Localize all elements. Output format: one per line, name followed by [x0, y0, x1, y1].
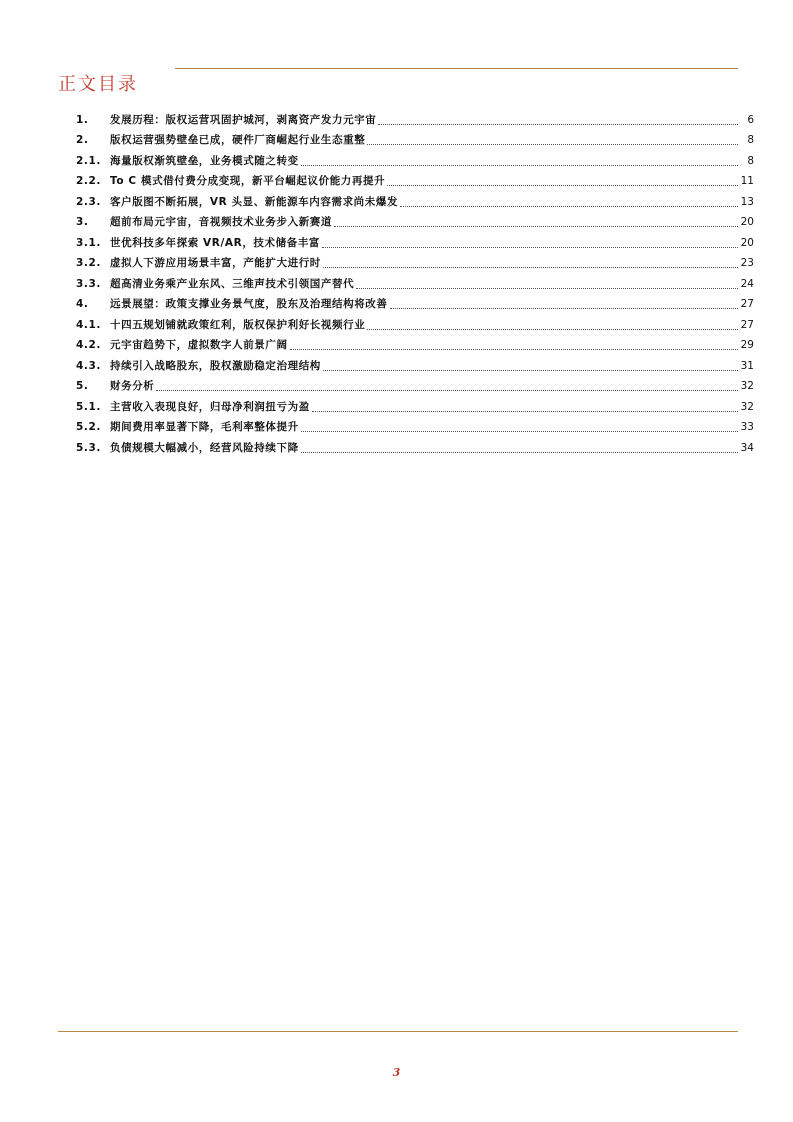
- toc-entry-text: 十四五规划铺就政策红利，版权保护利好长视频行业: [110, 318, 366, 331]
- toc-title: 正文目录: [58, 74, 138, 95]
- toc-entry-number: 4.2.: [76, 339, 101, 351]
- toc-entry-4-2[interactable]: [58, 332, 754, 353]
- leader-dots: [400, 206, 738, 207]
- toc-entry-page: 11: [740, 175, 754, 187]
- page-number: 3: [392, 1066, 401, 1079]
- toc-entry-page: 20: [740, 216, 754, 228]
- table-of-contents: [58, 106, 754, 455]
- toc-entry-text: 持续引入战略股东，股权激励稳定治理结构: [110, 359, 321, 372]
- toc-entry-5-3[interactable]: [58, 434, 754, 455]
- toc-entry-text: 发展历程：版权运营巩固护城河，剥离资产发力元宇宙: [110, 113, 377, 126]
- toc-entry-number: 3.: [76, 216, 89, 228]
- toc-entry-number: 2.: [76, 134, 89, 146]
- toc-entry-number: 2.2.: [76, 175, 101, 187]
- toc-entry-2-3[interactable]: [58, 188, 754, 209]
- toc-entry-text: 超前布局元宇宙，音视频技术业务步入新赛道: [110, 216, 332, 228]
- toc-entry-number: 4.1.: [76, 318, 101, 331]
- toc-entry-text: 远景展望：政策支撑业务景气度，股东及治理结构将改善: [110, 298, 388, 310]
- toc-entry-page: 8: [747, 154, 754, 167]
- leader-dots: [367, 144, 738, 145]
- toc-entry-text: 元宇宙趋势下，虚拟数字人前景广阔: [110, 339, 288, 351]
- toc-entry-4-3[interactable]: [58, 352, 754, 373]
- toc-entry-page: 32: [740, 400, 754, 413]
- toc-entry-4-1[interactable]: [58, 311, 754, 332]
- toc-entry-3-2[interactable]: [58, 250, 754, 271]
- toc-entry-text: 海量版权渐筑壁垒，业务模式随之转变: [110, 154, 299, 167]
- toc-entry-number: 3.2.: [76, 257, 101, 269]
- leader-dots: [323, 267, 738, 268]
- toc-entry-text: 客户版图不断拓展，VR 头显、新能源车内容需求尚未爆发: [110, 195, 399, 208]
- leader-dots: [322, 247, 738, 248]
- toc-entry-text: 期间费用率显著下降，毛利率整体提升: [110, 421, 299, 433]
- toc-entry-number: 2.1.: [76, 154, 101, 167]
- toc-entry-number: 4.3.: [76, 359, 101, 372]
- toc-entry-text: 虚拟人下游应用场景丰富，产能扩大进行时: [110, 257, 321, 269]
- toc-entry-number: 5.2.: [76, 421, 101, 433]
- toc-entry-number: 2.3.: [76, 195, 101, 208]
- toc-entry-text: 负债规模大幅减小，经营风险持续下降: [110, 441, 299, 454]
- toc-entry-page: 6: [747, 113, 754, 126]
- toc-entry-page: 34: [740, 441, 754, 454]
- leader-dots: [378, 124, 738, 125]
- leader-dots: [156, 390, 738, 391]
- toc-entry-number: 4.: [76, 298, 89, 310]
- leader-dots: [323, 370, 738, 371]
- leader-dots: [301, 165, 738, 166]
- toc-entry-4[interactable]: [58, 291, 754, 312]
- toc-entry-number: 3.1.: [76, 236, 101, 249]
- toc-entry-text: To C 模式借付费分成变现，新平台崛起议价能力再提升: [110, 175, 386, 187]
- toc-entry-page: 29: [740, 339, 754, 351]
- toc-entry-number: 3.3.: [76, 277, 101, 290]
- toc-entry-page: 27: [740, 298, 754, 310]
- toc-entry-text: 版权运营强势壁垒已成，硬件厂商崛起行业生态重整: [110, 134, 366, 146]
- toc-entry-3-3[interactable]: [58, 270, 754, 291]
- leader-dots: [334, 226, 738, 227]
- toc-entry-page: 32: [740, 380, 754, 392]
- toc-entry-5-1[interactable]: [58, 393, 754, 414]
- toc-entry-5-2[interactable]: [58, 414, 754, 435]
- toc-entry-page: 23: [740, 257, 754, 269]
- leader-dots: [387, 185, 738, 186]
- toc-entry-number: 5.: [76, 380, 89, 392]
- leader-dots: [367, 329, 738, 330]
- toc-entry-text: 财务分析: [110, 380, 155, 392]
- leader-dots: [301, 452, 738, 453]
- toc-entry-page: 33: [740, 421, 754, 433]
- toc-entry-number: 5.3.: [76, 441, 101, 454]
- toc-entry-text: 世优科技多年探索 VR/AR，技术储备丰富: [110, 236, 321, 249]
- toc-entry-2-2[interactable]: [58, 168, 754, 189]
- leader-dots: [312, 411, 738, 412]
- toc-entry-page: 31: [740, 359, 754, 372]
- leader-dots: [301, 431, 738, 432]
- toc-entry-page: 24: [740, 277, 754, 290]
- toc-entry-number: 1.: [76, 113, 89, 126]
- toc-entry-text: 超高清业务乘产业东风、三维声技术引领国产替代: [110, 277, 355, 290]
- toc-entry-page: 27: [740, 318, 754, 331]
- toc-entry-number: 5.1.: [76, 400, 101, 413]
- toc-entry-page: 20: [740, 236, 754, 249]
- leader-dots: [290, 349, 738, 350]
- toc-entry-page: 13: [740, 195, 754, 208]
- toc-entry-5[interactable]: [58, 373, 754, 394]
- toc-entry-2-1[interactable]: [58, 147, 754, 168]
- toc-entry-3[interactable]: [58, 209, 754, 230]
- leader-dots: [356, 288, 738, 289]
- toc-entry-text: 主营收入表现良好，归母净利润扭亏为盈: [110, 400, 310, 413]
- header-rule: [175, 68, 738, 69]
- toc-entry-2[interactable]: [58, 127, 754, 148]
- toc-entry-page: 8: [747, 134, 754, 146]
- leader-dots: [390, 308, 739, 309]
- toc-entry-1[interactable]: [58, 106, 754, 127]
- footer-rule: [58, 1031, 738, 1032]
- toc-entry-3-1[interactable]: [58, 229, 754, 250]
